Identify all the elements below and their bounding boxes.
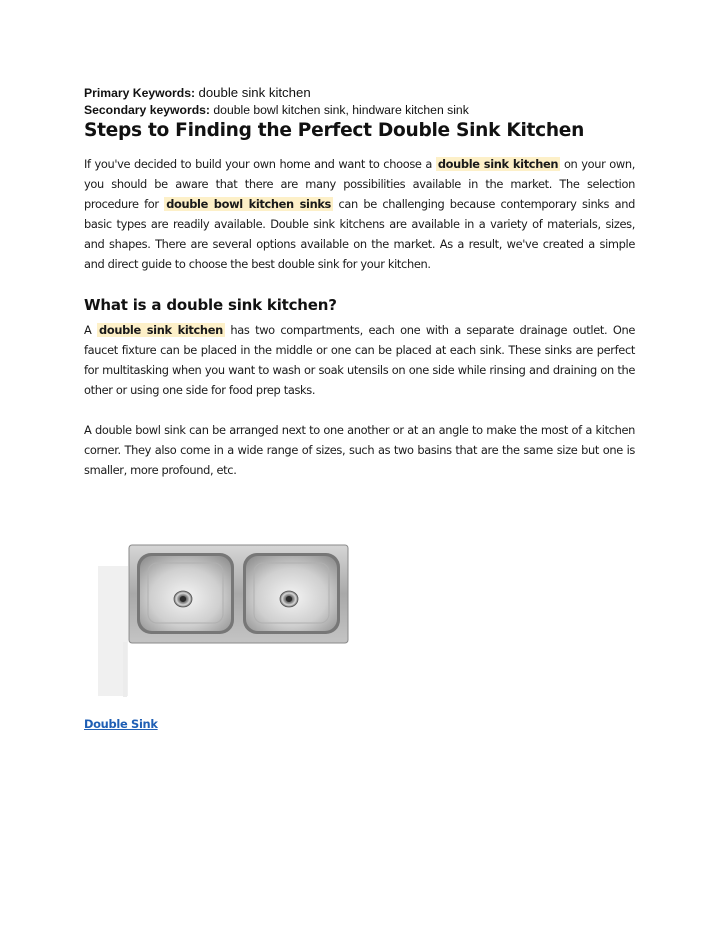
page-title: Steps to Finding the Perfect Double Sink Kitchen: [84, 120, 585, 141]
definition-text-1: A: [84, 323, 92, 337]
secondary-keywords-label: Secondary keywords:: [84, 103, 210, 117]
intro-paragraph: [84, 154, 635, 274]
secondary-keywords: [84, 103, 469, 117]
primary-keywords: [84, 85, 311, 100]
double-sink-photo-icon: [96, 530, 358, 705]
primary-keywords-value: double sink kitchen: [198, 85, 311, 100]
section-heading: What is a double sink kitchen?: [84, 296, 337, 314]
secondary-keywords-value: double bowl kitchen sink, hindware kitchen sink: [213, 103, 469, 117]
double-sink-image: [96, 530, 358, 705]
intro-text-3: can be challenging because contemporary sinks and basic types are readily available. Double sink kitchens are available in a variety of materials, sizes, and shapes. There are several options available on the market. As a result, we've created a simple and direct guide to choose the best double sink for your kitchen.: [84, 197, 635, 271]
intro-text-2: on your own, you should be aware that there are many possibilities available in the market. The selection procedure for: [84, 157, 635, 211]
intro-text-1: If you've decided to build your own home and want to choose a: [84, 157, 433, 171]
definition-paragraph: [84, 320, 635, 400]
intro-highlight-1: double sink kitchen: [437, 157, 559, 171]
double-sink-link[interactable]: Double Sink: [84, 717, 158, 731]
definition-text-2: has two compartments, each one with a separate drainage outlet. One faucet fixture can be placed in the middle or one can be placed at each sink. These sinks are perfect for multitasking when you want to wash or soak utensils on one side while rinsing and draining on the other or using one side for food prep tasks.: [84, 323, 635, 397]
definition-highlight: double sink kitchen: [99, 323, 223, 337]
arrangement-paragraph: A double bowl sink can be arranged next to one another or at an angle to make the most of a kitchen corner. They also come in a wide range of sizes, such as two basins that are the same size but one is smaller, more profound, etc.: [84, 423, 635, 477]
intro-highlight-2: double bowl kitchen sinks: [166, 197, 331, 211]
primary-keywords-label: Primary Keywords:: [84, 86, 196, 100]
